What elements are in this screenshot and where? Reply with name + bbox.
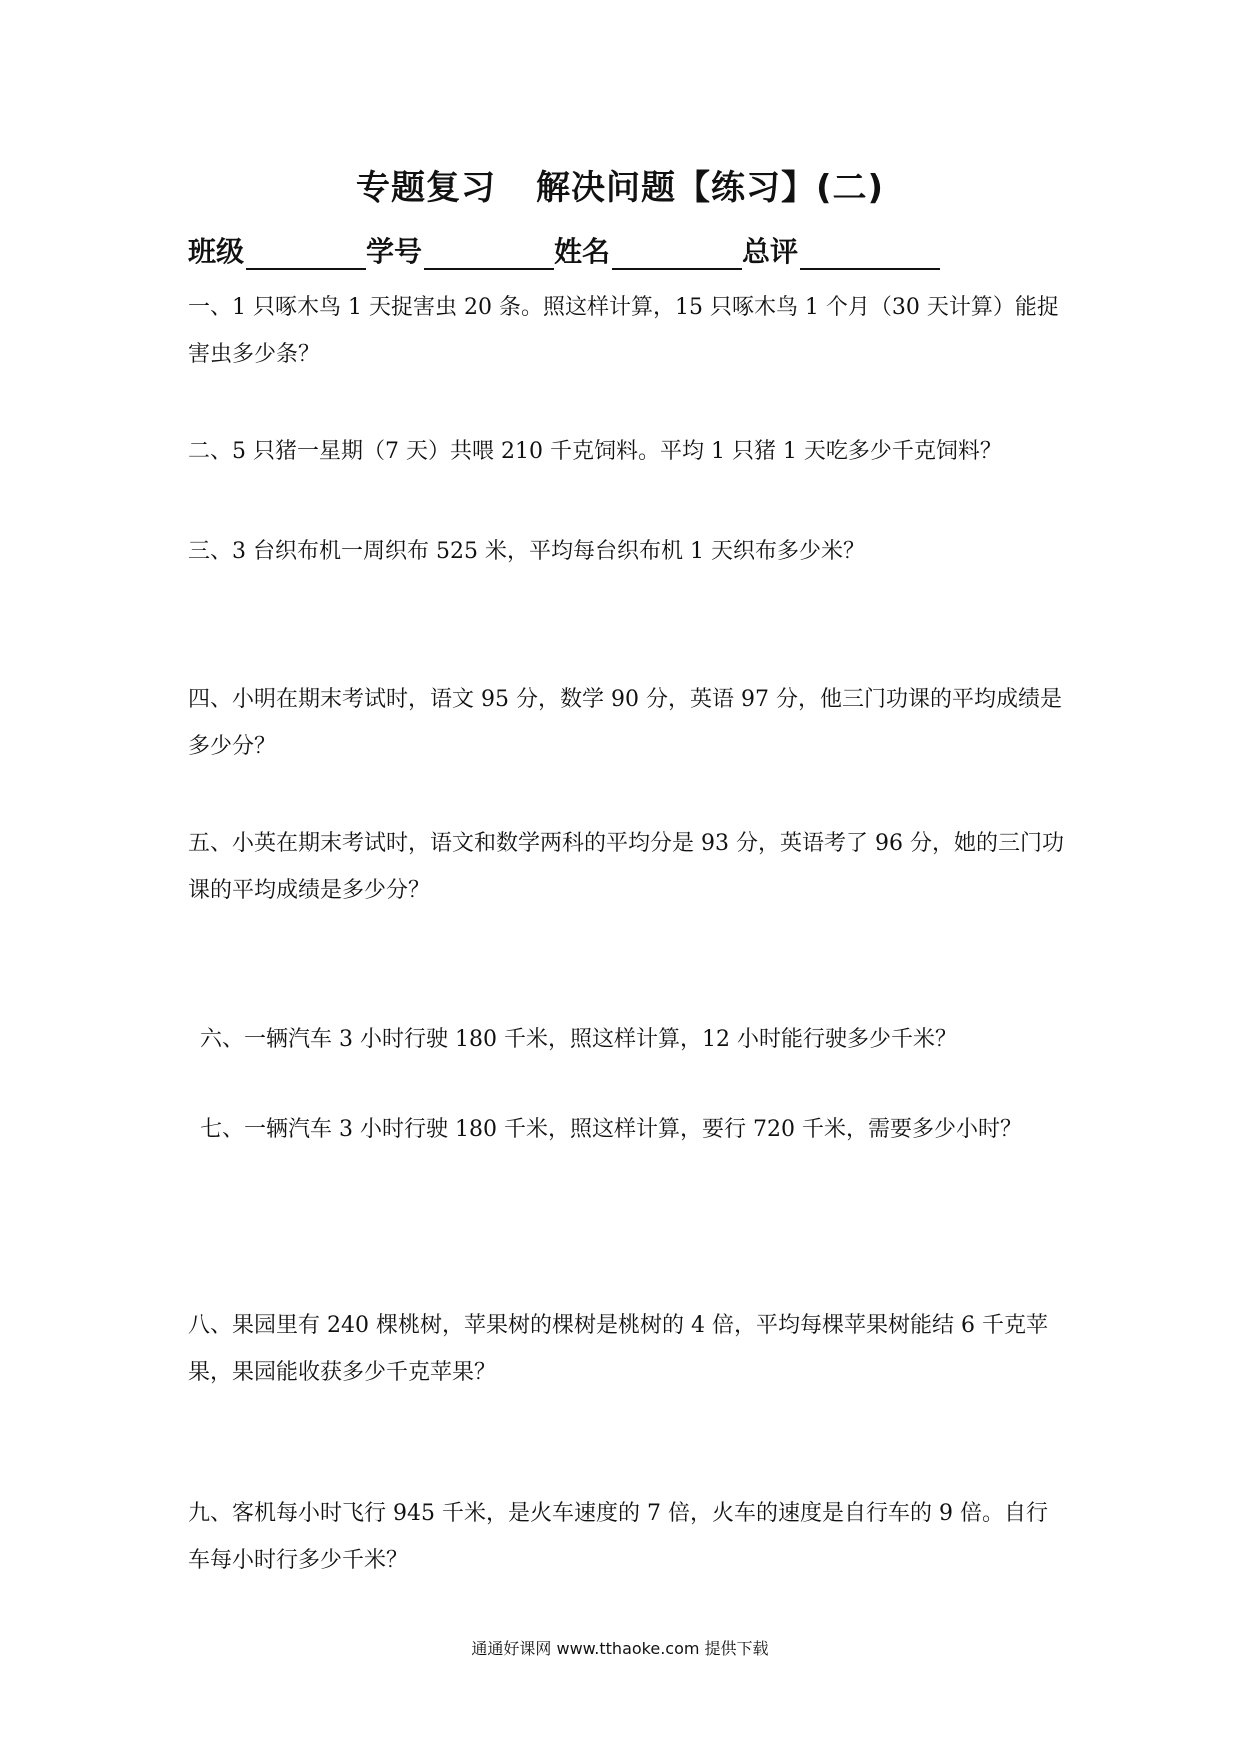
score-field — [742, 230, 940, 270]
name-blank[interactable] — [612, 238, 742, 270]
question-4: 四、小明在期末考试时，语文 95 分，数学 90 分，英语 97 分，他三门功课的平均成绩是多少分？ — [188, 687, 1062, 759]
name-field — [554, 230, 742, 270]
score-blank[interactable] — [800, 238, 940, 270]
question-6: 六、一辆汽车 3 小时行驶 180 千米，照这样计算，12 小时能行驶多少千米？ — [200, 1027, 957, 1052]
footer-credit: 通通好课网 www.tthaoke.com 提供下载 — [471, 1639, 769, 1658]
student-no-label: 学号 — [366, 235, 423, 268]
student-no-field — [366, 230, 554, 270]
question-5: 五、小英在期末考试时，语文和数学两科的平均分是 93 分，英语考了 96 分，她的三门功课的平均成绩是多少分？ — [188, 831, 1064, 903]
class-field — [188, 230, 366, 270]
question-3: 三、3 台织布机一周织布 525 米，平均每台织布机 1 天织布多少米？ — [188, 539, 865, 564]
student-no-blank[interactable] — [424, 238, 554, 270]
question-8: 八、果园里有 240 棵桃树，苹果树的棵树是桃树的 4 倍，平均每棵苹果树能结 6 千克苹果，果园能收获多少千克苹果？ — [188, 1313, 1048, 1385]
question-2: 二、5 只猪一星期（7 天）共喂 210 千克饲料。平均 1 只猪 1 天吃多少千克饲料？ — [188, 439, 1002, 464]
title-subtitle: 解决问题【练习】(二) — [535, 168, 885, 208]
score-label: 总评 — [742, 235, 799, 268]
title-topic: 专题复习 — [355, 168, 496, 208]
student-info-row — [188, 230, 1068, 270]
question-1: 一、1 只啄木鸟 1 天捉害虫 20 条。照这样计算，15 只啄木鸟 1 个月（30 天计算）能捉害虫多少条？ — [188, 295, 1059, 367]
class-blank[interactable] — [246, 238, 366, 270]
name-label: 姓名 — [554, 235, 611, 268]
question-7: 七、一辆汽车 3 小时行驶 180 千米，照这样计算，要行 720 千米，需要多少小时？ — [200, 1117, 1022, 1142]
question-9: 九、客机每小时飞行 945 千米，是火车速度的 7 倍，火车的速度是自行车的 9 倍。自行车每小时行多少千米？ — [188, 1501, 1048, 1573]
page-title — [0, 160, 1240, 209]
class-label: 班级 — [188, 235, 245, 268]
